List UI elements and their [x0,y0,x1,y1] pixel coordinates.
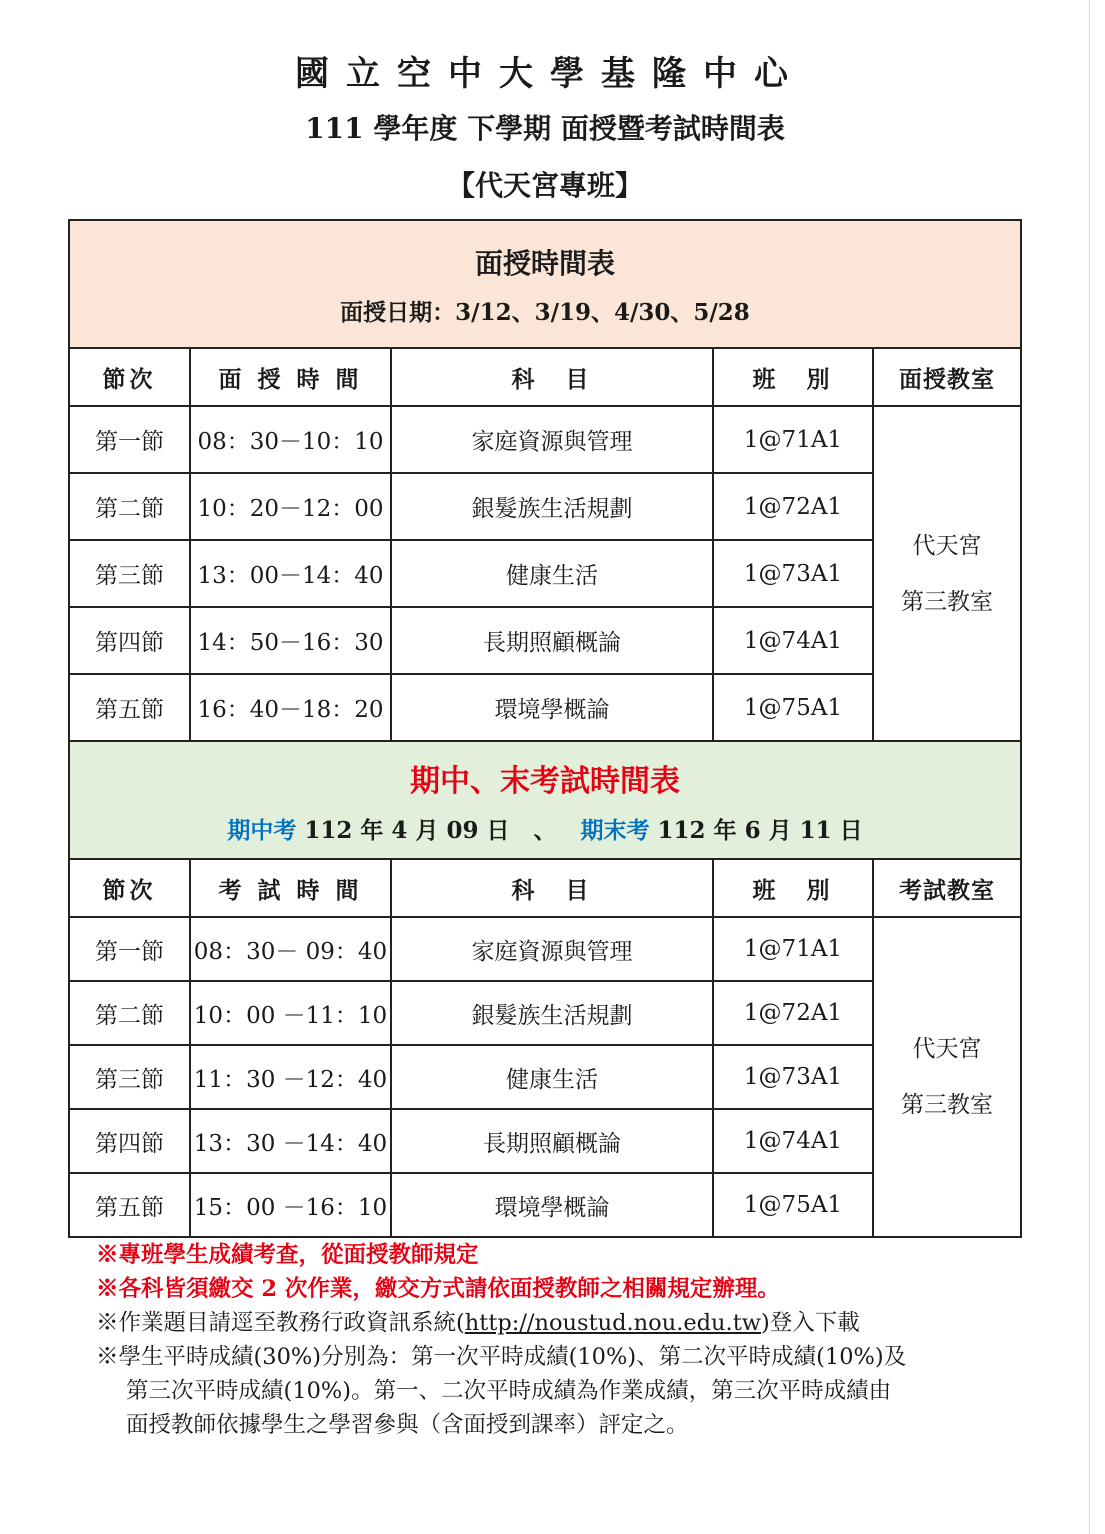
time-cell: 13：30 －14：40 [190,1109,391,1173]
period-cell: 第五節 [69,674,190,741]
exam-header-row [69,859,1021,917]
header-time: 面 授 時 間 [190,348,391,406]
midterm-label: 期中考 [227,816,297,844]
note-score-line2: 第三次平時成績(10%)。第一、二次平時成績為作業成績，第三次平時成績由 [126,1378,892,1404]
period-cell: 第四節 [69,1109,190,1173]
time-cell: 13：00－14：40 [190,540,391,607]
subject-cell: 長期照顧概論 [391,1109,713,1173]
class-cell: 1@72A1 [713,473,873,540]
class-cell: 1@71A1 [713,406,873,473]
page-edge-line [1089,0,1090,1534]
note-download-suffix: )登入下載 [761,1310,860,1336]
header-period: 節次 [69,859,190,917]
time-cell: 10：00 －11：10 [190,981,391,1045]
header-room: 考試教室 [873,859,1021,917]
period-cell: 第三節 [69,1045,190,1109]
header-class: 班 別 [713,348,873,406]
note-download [96,1306,1056,1340]
exam-date-separator: 、 [533,816,557,844]
subject-cell: 家庭資源與管理 [391,917,713,981]
time-cell: 08：30－ 09：40 [190,917,391,981]
class-cell: 1@75A1 [713,1173,873,1237]
subject-cell: 銀髮族生活規劃 [391,473,713,540]
subject-cell: 環境學概論 [391,1173,713,1237]
time-cell: 11：30 －12：40 [190,1045,391,1109]
exam-banner [69,741,1021,859]
class-cell: 1@74A1 [713,1109,873,1173]
lecture-header-row [69,348,1021,406]
lecture-banner [69,220,1021,348]
time-cell: 16：40－18：20 [190,674,391,741]
subject-cell: 銀髮族生活規劃 [391,981,713,1045]
lecture-room-cell [873,406,1021,741]
final-label: 期末考 [580,816,650,844]
header-time: 考 試 時 間 [190,859,391,917]
class-cell: 1@75A1 [713,674,873,741]
header-subject: 科 目 [391,348,713,406]
room-line2: 第三教室 [901,588,993,615]
exam-room-cell [873,917,1021,1237]
subject-cell: 健康生活 [391,1045,713,1109]
header-period: 節次 [69,348,190,406]
lecture-title: 面授時間表 [475,246,616,280]
time-cell: 15：00 －16：10 [190,1173,391,1237]
room-line1: 代天宮 [912,1036,982,1062]
subject-cell: 長期照顧概論 [391,607,713,674]
lecture-dates: 面授日期：3/12、3/19、4/30、5/28 [340,298,750,326]
period-cell: 第三節 [69,540,190,607]
period-cell: 第五節 [69,1173,190,1237]
period-cell: 第一節 [69,917,190,981]
subject-cell: 環境學概論 [391,674,713,741]
subject-cell: 家庭資源與管理 [391,406,713,473]
table-row [69,406,1021,473]
class-cell: 1@74A1 [713,607,873,674]
note-grading: ※專班學生成績考查，從面授教師規定 [96,1242,479,1268]
notes-section [96,1238,1056,1442]
note-download-prefix: ※作業題目請逕至教務行政資訊系統( [96,1310,465,1336]
class-cell: 1@73A1 [713,1045,873,1109]
header-room: 面授教室 [873,348,1021,406]
period-cell: 第一節 [69,406,190,473]
time-cell: 14：50－16：30 [190,607,391,674]
class-cell: 1@73A1 [713,540,873,607]
midterm-date: 112 年 4 月 09 日 [304,816,510,844]
period-cell: 第四節 [69,607,190,674]
schedule-table [68,219,1022,1238]
time-cell: 08：30－10：10 [190,406,391,473]
note-score-line3: 面授教師依據學生之學習參與（含面授到課率）評定之。 [126,1412,689,1438]
exam-title: 期中、末考試時間表 [410,763,680,799]
final-date: 112 年 6 月 11 日 [657,816,863,844]
schedule-title: 111 學年度 下學期 面授暨考試時間表 [305,112,785,145]
room-line2: 第三教室 [901,1092,993,1118]
room-line1: 代天宮 [912,532,982,559]
exam-dates [70,812,1020,845]
table-row [69,917,1021,981]
class-cell: 1@72A1 [713,981,873,1045]
subject-cell: 健康生活 [391,540,713,607]
period-cell: 第二節 [69,981,190,1045]
system-link[interactable]: http://noustud.nou.edu.tw [464,1310,762,1336]
note-homework: ※各科皆須繳交 2 次作業，繳交方式請依面授教師之相關規定辦理。 [96,1276,780,1302]
center-name-title: 國立空中大學基隆中心 [295,54,805,94]
header-class: 班 別 [713,859,873,917]
class-cell: 1@71A1 [713,917,873,981]
period-cell: 第二節 [69,473,190,540]
class-name-title: 【代天宮專班】 [446,169,643,202]
header-subject: 科 目 [391,859,713,917]
time-cell: 10：20－12：00 [190,473,391,540]
note-score-line1: ※學生平時成績(30%)分別為：第一次平時成績(10%)、第二次平時成績(10%)及 [96,1344,907,1370]
